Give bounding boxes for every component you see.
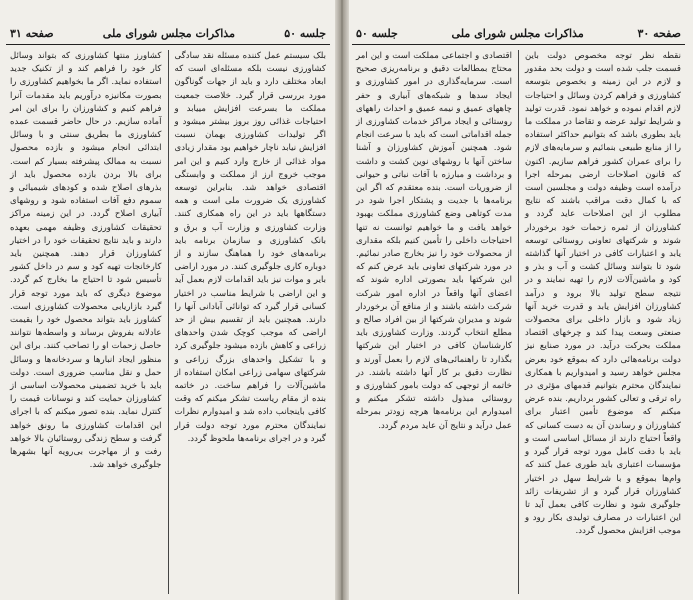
right-column-1-text: نقطه نظر توجه مخصوص دولت باین قسمت جلب شده است و دولت بحد مقدور و لازم در این زمینه و بخصوص بتوسعه کشاورزی و فراهم کردن وسائل و احتیاجات لازم اقدام نموده و خواهد نمود. قدرت تولید و شرایط تولید عرضه و تقاضا در مملکت ما باید بطوری باشد که بتوانیم حداکثر استفاده را از منابع طبیعی بنمائیم و سرمایه‌های لازم را برای عمران کشور فراهم سازیم. اکنون که قانون اصلاحات ارضی بمرحله اجرا درآمده است وظیفه دولت و مجلسین است که با کمال دقت مراقب باشند که نتایج مطلوب از این اصلاحات عاید گردد و کشاورزان از ثمره زحمات خود برخوردار شوند و شرکتهای تعاونی روستائی توسعه یابد و اعتبارات کافی در اختیار آنها گذاشته شود تا بتوانند وسائل کشت و آب و بذر و کود و ماشین‌آلات لازم را تهیه نمایند و در نتیجه سطح تولید بالا برود و درآمد کشاورزان افزایش یابد و قدرت خرید آنها زیاد شود و بازار داخلی برای محصولات صنعتی وسعت پیدا کند و چرخهای اقتصاد مملکت بحرکت درآید. در مورد صنایع نیز دولت برنامه‌هائی دارد که بموقع خود بعرض مجلس خواهد رسید و امیدواریم با همکاری نمایندگان محترم بتوانیم قدمهای مؤثری در راه ترقی و تعالی کشور برداریم. بنده عرض میکنم که موضوع تأمین اعتبار برای کشاورزان و رساندن آن به دست کسانی که واقعاً احتیاج دارند از مسائل اساسی است و باید با دقت کامل مورد توجه قرار گیرد و مؤسسات اعتباری باید طوری عمل کنند که وام‌ها بموقع و با شرایط سهل در اختیار کشاورزان قرار گیرد و از تشریفات زائد جلوگیری شود و نظارت کافی بعمل آید تا این اعتبارات در مصارف تولیدی بکار رود و موجب افزایش محصول گردد. (525, 51, 681, 537)
right-column-1 (521, 50, 685, 594)
right-page-columns (352, 50, 685, 594)
right-page-title: مذاکرات مجلس شورای ملی (451, 26, 584, 40)
left-page (0, 0, 342, 600)
left-column-1 (171, 50, 331, 594)
right-page (342, 0, 693, 600)
left-column-1-text: بلک سیستم عمل کننده مسئله نقد سادگی کشاورزی نیست بلکه مسئله‌ای است که ابعاد مختلف دارد و باید از جهات گوناگون مورد بررسی قرار گیرد. خلاصت جمعیت مملکت ما بسرعت افزایش مییابد و احتیاجات غذائی روز بروز بیشتر میشود و اگر تولیدات کشاورزی بهمان نسبت افزایش نیابد ناچار خواهیم بود مقدار زیادی مواد غذائی از خارج وارد کنیم و این امر موجب خروج ارز از مملکت و وابستگی اقتصادی خواهد شد. بنابراین توسعه کشاورزی یک ضرورت ملی است و همه دستگاهها باید در این راه همکاری کنند. وزارت کشاورزی و وزارت آب و برق و بانک کشاورزی و سازمان برنامه باید برنامه‌های خود را هماهنگ سازند و از دوباره کاری جلوگیری کنند. در مورد اراضی بایر و موات نیز باید اقدامات لازم بعمل آید و این اراضی با شرایط مناسب در اختیار کسانی قرار گیرد که توانائی آبادانی آنها را دارند. همچنین باید از تقسیم بیش از حد اراضی که موجب کوچک شدن واحدهای زراعی و کاهش بازده میشود جلوگیری کرد و با تشکیل واحدهای بزرگ زراعی و شرکتهای سهامی زراعی امکان استفاده از ماشین‌آلات را فراهم ساخت. در خاتمه بنده از مقام ریاست تشکر میکنم که وقت کافی باینجانب داده شد و امیدوارم نظرات نمایندگان محترم مورد توجه دولت قرار گیرد و در اجرای برنامه‌ها ملحوظ گردد. (174, 51, 326, 444)
right-column-2 (352, 50, 516, 594)
right-page-header (352, 24, 685, 42)
right-column-divider (518, 50, 519, 594)
right-page-number: صفحه ۳۰ (637, 26, 681, 40)
left-column-2-text: کشاورز منتها کشاورزی که بتواند وسائل کار خود را فراهم کند و از تکنیک جدید استفاده نماید. اگر ما بخواهیم کشاورزی را بصورت مکانیزه درآوریم باید مقدمات آنرا فراهم کنیم و کشاورزان را برای این امر آماده سازیم. در حال حاضر قسمت عمده کشاورزی ما بطریق سنتی و با وسائل ابتدائی انجام میشود و بازده محصول نسبت به ممالک پیشرفته بسیار کم است. برای بالا بردن بازده محصول باید از بذرهای اصلاح شده و کودهای شیمیائی و سموم دفع آفات استفاده شود و روشهای آبیاری اصلاح گردد. در این زمینه مراکز تحقیقات کشاورزی وظیفه مهمی بعهده دارند و باید نتایج تحقیقات خود را در اختیار کشاورزان قرار دهند. همچنین باید کارخانجات تهیه کود و سم در داخل کشور تأسیس شود تا احتیاج ما بخارج کم گردد. موضوع دیگری که باید مورد توجه قرار گیرد بازاریابی محصولات کشاورزی است. کشاورز باید بتواند محصول خود را بقیمت عادلانه بفروش برساند و واسطه‌ها نتوانند حاصل زحمات او را تصاحب کنند. برای این منظور ایجاد انبارها و سردخانه‌ها و وسائل حمل و نقل مناسب ضروری است. دولت باید با خرید تضمینی محصولات اساسی از کشاورزان حمایت کند و نوسانات قیمت را کنترل نماید. بنده تصور میکنم که با اجرای این اقدامات کشاورزی ما رونق خواهد گرفت و سطح زندگی روستائیان بالا خواهد رفت و از مهاجرت بی‌رویه آنها بشهرها جلوگیری خواهد شد. (10, 51, 162, 471)
left-page-title: مذاکرات مجلس شورای ملی (102, 26, 235, 40)
left-page-number: صفحه ۳۱ (10, 26, 54, 40)
right-column-2-text: اقتصادی و اجتماعی مملکت است و این امر محتاج بمطالعات دقیق و برنامه‌ریزی صحیح است. سرمایه‌گذاری در امور کشاورزی و ایجاد سدها و شبکه‌های آبیاری و حفر چاههای عمیق و نیمه عمیق و احداث راههای روستائی و ایجاد مراکز خدمات کشاورزی از جمله اقداماتی است که باید با سرعت انجام شود. همچنین آموزش کشاورزان و آشنا ساختن آنها با روشهای نوین کشت و داشت و برداشت و مبارزه با آفات نباتی و حیوانی از ضروریات است. بنده معتقدم که اگر این برنامه‌ها با جدیت و پشتکار اجرا شود در مدت کوتاهی وضع کشاورزی مملکت بهبود خواهد یافت و ما خواهیم توانست نه تنها احتیاجات داخلی را تأمین کنیم بلکه مقداری از محصولات خود را نیز بخارج صادر نمائیم. در مورد شرکتهای تعاونی باید عرض کنم که این شرکتها باید بصورتی اداره شوند که اعضای آنها واقعاً در اداره امور شرکت شرکت داشته باشند و از منافع آن برخوردار شوند و مدیران شرکتها از بین افراد صالح و مطلع انتخاب گردند. وزارت کشاورزی باید کارشناسان کافی در اختیار این شرکتها بگذارد تا راهنمائی‌های لازم را بعمل آورند و نظارت دقیق بر کار آنها داشته باشند. در خاتمه از توجهی که دولت بامور کشاورزی و روستائی مبذول داشته تشکر میکنم و امیدوارم این برنامه‌ها هرچه زودتر بمرحله عمل درآید و نتایج آن عاید مردم گردد. (356, 51, 512, 431)
right-session-label: جلسه ۵۰ (356, 26, 398, 40)
left-session-label: جلسه ۵۰ (284, 26, 326, 40)
right-header-rule (352, 44, 685, 45)
left-page-columns (6, 50, 330, 594)
left-column-divider (168, 50, 169, 594)
left-header-rule (6, 44, 330, 45)
left-column-2 (6, 50, 166, 594)
left-page-header (6, 24, 330, 42)
